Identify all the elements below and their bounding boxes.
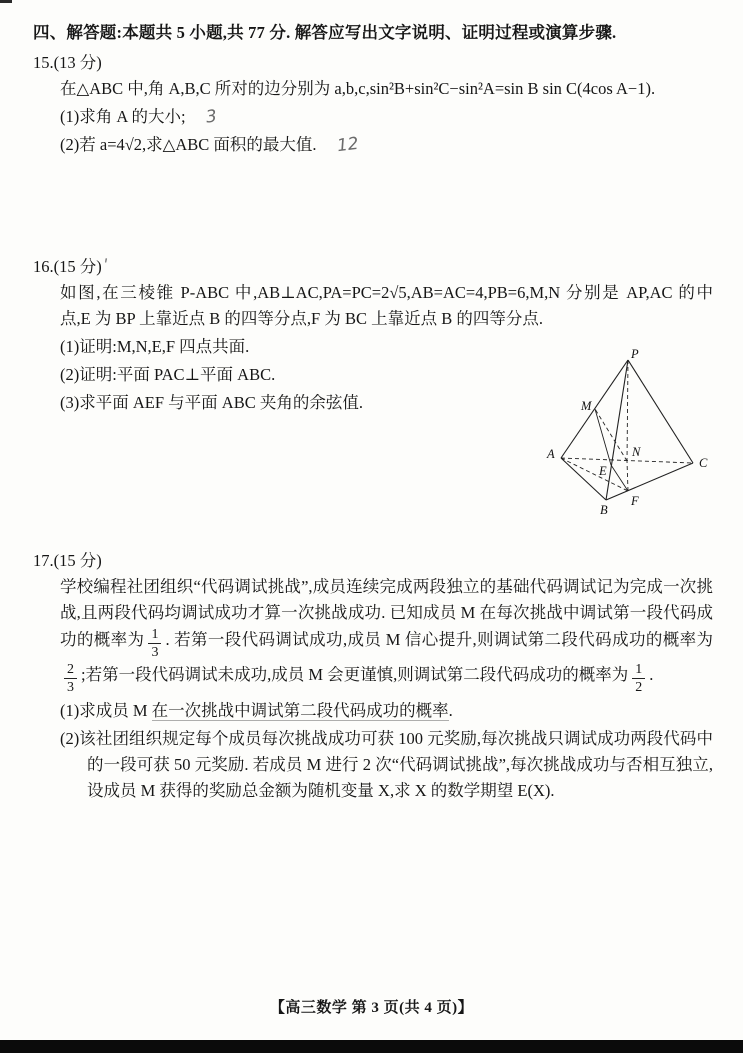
segment-FN-hidden	[627, 461, 628, 491]
figure-label-P: P	[631, 348, 639, 361]
problem-17-intro-b: . 若第一段代码调试成功,成员 M 信心提升,则调试第二段代码成功的概率为	[165, 630, 714, 649]
problem-16-body: 如图,在三棱锥 P-ABC 中,AB⊥AC,PA=PC=2√5,AB=AC=4,PB=6,M,N 分别是 AP,AC 的中点,E 为 BP 上靠近点 B 的四等分点,F 为 BC 上靠近点 B 的四等分点.	[60, 283, 713, 328]
problem-15-body: 在△ABC 中,角 A,B,C 所对的边分别为 a,b,c,sin²B+sin²C−sin²A=sin B sin C(4cos A−1).	[60, 79, 656, 98]
edge-PB	[606, 360, 628, 500]
problem-17-number: 17.(15 分)	[33, 551, 102, 570]
problem-15-number: 15.(13 分)	[33, 53, 102, 72]
fraction-one-half	[632, 661, 645, 696]
problem-16-q1: (1)证明:M,N,E,F 四点共面.	[60, 337, 250, 356]
segment-NM-hidden	[595, 409, 627, 461]
fraction-one-third	[148, 626, 161, 661]
problem-17-intro-c: ;若第一段代码调试未成功,成员 M 会更谨慎,则调试第二段代码成功的概率为	[81, 665, 629, 684]
figure-label-M: M	[581, 399, 592, 413]
figure-label-B: B	[600, 503, 608, 517]
fraction-denominator: 2	[635, 680, 643, 695]
fraction-denominator: 3	[151, 645, 159, 660]
problem-15-q1-text: (1)求角 A 的大小;	[60, 107, 186, 126]
edge-PA	[561, 360, 628, 458]
handwritten-answer-note: 3	[204, 106, 218, 128]
problem-17	[33, 548, 713, 804]
problem-17-q1	[60, 698, 713, 724]
section-header: 四、解答题:本题共 5 小题,共 77 分. 解答应写出文字说明、证明过程或演算步骤.	[33, 23, 617, 42]
problem-16-number	[33, 254, 713, 280]
fraction-numerator: 1	[148, 626, 161, 644]
segment-AF-hidden	[561, 458, 628, 491]
handwritten-answer-note: 12	[335, 133, 360, 157]
scan-artifact	[0, 0, 12, 3]
figure-label-E: E	[599, 464, 607, 478]
problem-15-q2	[60, 132, 713, 158]
problem-17-q1-a: (1)求成员 M	[60, 701, 152, 720]
segment-PN-hidden	[627, 360, 628, 461]
problem-17-body	[60, 574, 713, 696]
tetrahedron-figure	[543, 348, 723, 528]
edge-BC	[606, 463, 693, 500]
pencil-tick-mark: ʹ	[103, 257, 109, 276]
fraction-two-thirds	[64, 661, 77, 696]
segment-ME	[595, 409, 611, 465]
problem-15-q1	[60, 104, 713, 130]
figure-label-N: N	[632, 445, 641, 459]
problem-15-q2-text: (2)若 a=4√2,求△ABC 面积的最大值.	[60, 135, 317, 154]
figure-label-A: A	[547, 447, 555, 461]
problem-16-q3: (3)求平面 AEF 与平面 ABC 夹角的余弦值.	[60, 393, 363, 412]
page-footer: 【高三数学 第 3 页(共 4 页)】	[269, 1000, 474, 1016]
problem-17-intro-a: 学校编程社团组织“代码调试挑战”,成员连续完成两段独立的基础代码调试记为完成一次挑战,且两段代码均调试成功才算一次挑战成功. 已知成员 M 在每次挑战中调试第一段代码成功的概率为	[60, 577, 713, 649]
figure-label-F: F	[631, 494, 639, 508]
problem-16-number-text: 16.(15 分)	[33, 257, 102, 276]
fraction-numerator: 1	[632, 661, 645, 679]
problem-16-q2: (2)证明:平面 PAC⊥平面 ABC.	[60, 365, 276, 384]
fraction-numerator: 2	[64, 661, 77, 679]
problem-17-q2: (2)该社团组织规定每个成员每次挑战成功可获 100 元奖励,每次挑战只调试成功两段代码中的一段可获 50 元奖励. 若成员 M 进行 2 次“代码调试挑战”,每次挑战成功与否相互独立,设成员 M 获得的奖励总金额为随机变量 X,求 X 的数学期望 E(X).	[60, 729, 713, 800]
fraction-denominator: 3	[67, 680, 74, 695]
scan-edge-bottom	[0, 1040, 743, 1053]
problem-15	[33, 50, 713, 158]
problem-17-intro-d: .	[649, 665, 654, 684]
problem-17-q1-c: .	[448, 701, 453, 720]
problem-17-q1-b: 在一次挑战中调试第二段代码成功的概率	[151, 701, 449, 720]
figure-label-C: C	[699, 456, 708, 470]
